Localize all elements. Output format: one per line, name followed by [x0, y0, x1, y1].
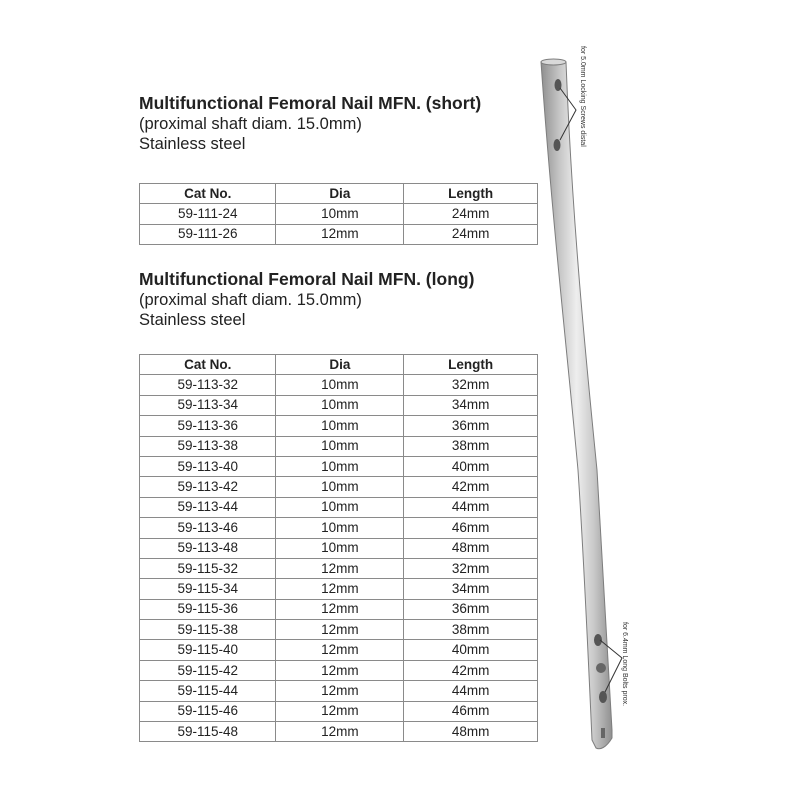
dia-cell: 10mm [276, 497, 404, 517]
short-nail-title: Multifunctional Femoral Nail MFN. (short) [139, 93, 482, 113]
length-cell: 40mm [404, 456, 538, 476]
header-dia: Dia [276, 355, 404, 375]
long-nail-material: Stainless steel [139, 311, 246, 329]
cat-no-cell: 59-115-44 [140, 681, 276, 701]
proximal-bolt-note: for 6.4mm Long Bolts prox. [621, 622, 628, 707]
cat-no-cell: 59-111-24 [140, 204, 276, 224]
dia-cell: 12mm [276, 558, 404, 578]
dia-cell: 10mm [276, 456, 404, 476]
header-cat-no: Cat No. [140, 184, 276, 204]
short-nail-material: Stainless steel [139, 135, 246, 153]
length-cell: 36mm [404, 599, 538, 619]
dia-cell: 12mm [276, 722, 404, 742]
cat-no-cell: 59-113-38 [140, 436, 276, 456]
dia-cell: 10mm [276, 538, 404, 558]
dia-cell: 10mm [276, 204, 404, 224]
length-cell: 46mm [404, 701, 538, 721]
cat-no-cell: 59-113-32 [140, 375, 276, 395]
dia-cell: 10mm [276, 416, 404, 436]
cat-no-cell: 59-115-42 [140, 660, 276, 680]
length-cell: 24mm [404, 204, 538, 224]
bolt-hole [594, 634, 602, 646]
dia-cell: 12mm [276, 224, 404, 244]
header-length: Length [404, 355, 538, 375]
cat-no-cell: 59-111-26 [140, 224, 276, 244]
length-cell: 38mm [404, 436, 538, 456]
length-cell: 34mm [404, 579, 538, 599]
cat-no-cell: 59-113-46 [140, 518, 276, 538]
length-cell: 24mm [404, 224, 538, 244]
bolt-hole [599, 691, 607, 703]
length-cell: 38mm [404, 620, 538, 640]
header-length: Length [404, 184, 538, 204]
cat-no-cell: 59-115-38 [140, 620, 276, 640]
dia-cell: 12mm [276, 579, 404, 599]
length-cell: 42mm [404, 660, 538, 680]
dia-cell: 12mm [276, 681, 404, 701]
cat-no-cell: 59-115-34 [140, 579, 276, 599]
dia-cell: 12mm [276, 660, 404, 680]
header-dia: Dia [276, 184, 404, 204]
dia-cell: 12mm [276, 640, 404, 660]
nail-shaft [541, 62, 612, 749]
nail-tip-slot [601, 728, 605, 738]
length-cell: 48mm [404, 538, 538, 558]
cat-no-cell: 59-115-32 [140, 558, 276, 578]
length-cell: 36mm [404, 416, 538, 436]
dia-cell: 10mm [276, 375, 404, 395]
long-nail-diameter: (proximal shaft diam. 15.0mm) [139, 291, 362, 309]
cat-no-cell: 59-115-36 [140, 599, 276, 619]
cat-no-cell: 59-113-36 [140, 416, 276, 436]
length-cell: 40mm [404, 640, 538, 660]
length-cell: 48mm [404, 722, 538, 742]
cat-no-cell: 59-115-40 [140, 640, 276, 660]
cat-no-cell: 59-115-46 [140, 701, 276, 721]
cat-no-cell: 59-113-40 [140, 456, 276, 476]
locking-hole [554, 139, 561, 151]
cat-no-cell: 59-113-42 [140, 477, 276, 497]
length-cell: 32mm [404, 375, 538, 395]
length-cell: 32mm [404, 558, 538, 578]
nail-head [541, 59, 566, 65]
short-nail-diameter: (proximal shaft diam. 15.0mm) [139, 115, 362, 133]
length-cell: 42mm [404, 477, 538, 497]
cat-no-cell: 59-113-48 [140, 538, 276, 558]
length-cell: 46mm [404, 518, 538, 538]
dia-cell: 10mm [276, 518, 404, 538]
long-nail-title: Multifunctional Femoral Nail MFN. (long) [139, 269, 475, 289]
bolt-hole [596, 663, 606, 673]
distal-screw-note: for 5.0mm Locking Screws distal [579, 46, 586, 147]
cat-no-cell: 59-115-48 [140, 722, 276, 742]
dia-cell: 12mm [276, 599, 404, 619]
length-cell: 44mm [404, 497, 538, 517]
dia-cell: 10mm [276, 436, 404, 456]
cat-no-cell: 59-113-44 [140, 497, 276, 517]
dia-cell: 12mm [276, 701, 404, 721]
length-cell: 34mm [404, 395, 538, 415]
length-cell: 44mm [404, 681, 538, 701]
dia-cell: 12mm [276, 620, 404, 640]
dia-cell: 10mm [276, 477, 404, 497]
dia-cell: 10mm [276, 395, 404, 415]
cat-no-cell: 59-113-34 [140, 395, 276, 415]
header-cat-no: Cat No. [140, 355, 276, 375]
